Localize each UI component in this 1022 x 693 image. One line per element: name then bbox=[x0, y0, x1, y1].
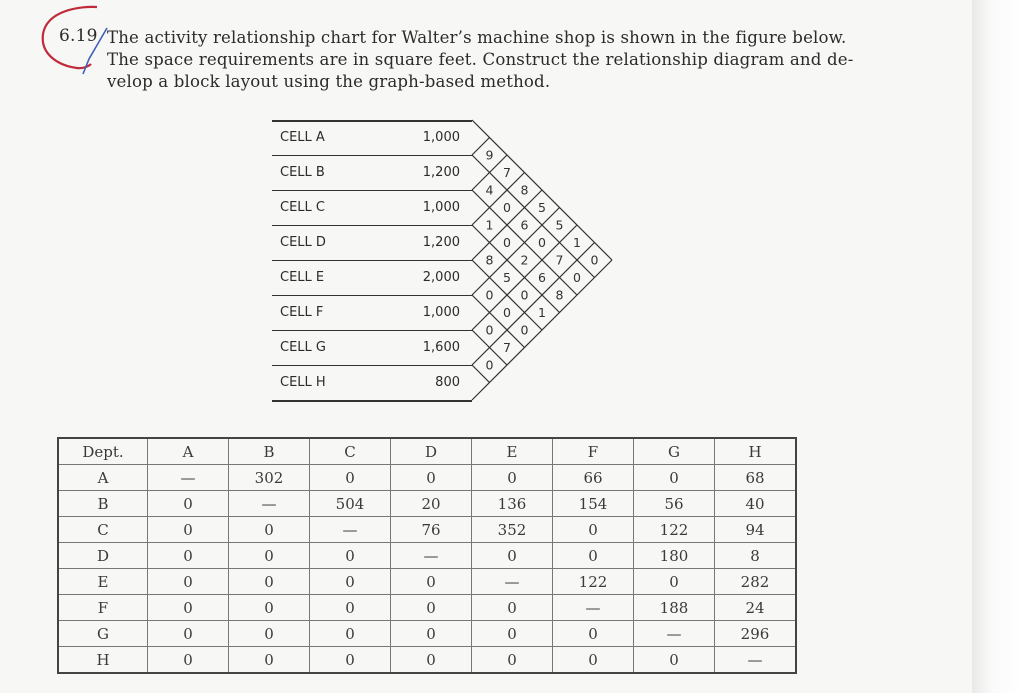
cell-name: CELL A bbox=[280, 130, 325, 145]
table-row bbox=[58, 595, 796, 621]
rating-value: 0 bbox=[538, 235, 546, 250]
column-header: D bbox=[391, 438, 472, 465]
table-cell: 0 bbox=[472, 647, 553, 674]
cell-area: 2,000 bbox=[422, 270, 460, 285]
table-cell: 0 bbox=[148, 569, 229, 595]
table-cell: 0 bbox=[229, 517, 310, 543]
chart-rule bbox=[272, 155, 472, 156]
table-cell: 180 bbox=[634, 543, 715, 569]
chart-rule bbox=[272, 365, 472, 366]
table-cell: 0 bbox=[148, 491, 229, 517]
table-cell: 68 bbox=[715, 465, 797, 491]
rating-value: 0 bbox=[503, 235, 511, 250]
row-header: F bbox=[58, 595, 148, 621]
table-cell: 0 bbox=[391, 647, 472, 674]
table-cell: 24 bbox=[715, 595, 797, 621]
table-cell: 56 bbox=[634, 491, 715, 517]
table-cell: 0 bbox=[634, 465, 715, 491]
rating-value: 0 bbox=[573, 270, 581, 285]
table-cell: — bbox=[148, 465, 229, 491]
table-cell: 282 bbox=[715, 569, 797, 595]
row-header: E bbox=[58, 569, 148, 595]
table-cell: 0 bbox=[472, 465, 553, 491]
table-cell: 0 bbox=[148, 595, 229, 621]
table-cell: 0 bbox=[553, 647, 634, 674]
row-header: G bbox=[58, 621, 148, 647]
cell-name: CELL B bbox=[280, 165, 325, 180]
rating-value: 0 bbox=[590, 252, 599, 268]
table-cell: 0 bbox=[229, 569, 310, 595]
table-cell: — bbox=[391, 543, 472, 569]
cell-area: 1,600 bbox=[422, 340, 460, 355]
table-cell: 0 bbox=[391, 465, 472, 491]
problem-line: The space requirements are in square feet. Construct the relationship diagram and de- bbox=[107, 50, 854, 69]
page-edge bbox=[972, 0, 1022, 693]
rating-value: 0 bbox=[503, 305, 511, 320]
table-cell: 0 bbox=[391, 595, 472, 621]
table-cell: 0 bbox=[310, 647, 391, 674]
table-cell: 94 bbox=[715, 517, 797, 543]
table-cell: 0 bbox=[229, 647, 310, 674]
table-cell: 136 bbox=[472, 491, 553, 517]
chart-rule bbox=[272, 295, 472, 296]
rating-value: 5 bbox=[503, 270, 511, 285]
rating-value: 0 bbox=[520, 322, 529, 338]
row-header: D bbox=[58, 543, 148, 569]
rating-value: 8 bbox=[485, 252, 494, 268]
flow-matrix-table bbox=[57, 437, 797, 674]
table-cell: 0 bbox=[310, 569, 391, 595]
table-cell: 20 bbox=[391, 491, 472, 517]
table-cell: 0 bbox=[391, 621, 472, 647]
rating-value: 6 bbox=[520, 217, 529, 233]
rating-value: 8 bbox=[555, 287, 564, 303]
cell-name: CELL F bbox=[280, 305, 324, 320]
lattice-line bbox=[472, 295, 525, 348]
table-cell: 0 bbox=[472, 595, 553, 621]
table-row bbox=[58, 491, 796, 517]
table-row bbox=[58, 621, 796, 647]
chart-rule bbox=[272, 260, 472, 261]
table-row bbox=[58, 569, 796, 595]
table-cell: 122 bbox=[634, 517, 715, 543]
rating-value: 7 bbox=[503, 340, 511, 355]
rating-value: 0 bbox=[485, 287, 494, 303]
column-header: A bbox=[148, 438, 229, 465]
column-header: G bbox=[634, 438, 715, 465]
chart-rule bbox=[272, 190, 472, 191]
rating-value: 8 bbox=[520, 182, 529, 198]
table-cell: — bbox=[310, 517, 391, 543]
rating-value: 1 bbox=[538, 305, 546, 320]
table-row bbox=[58, 465, 796, 491]
cell-name: CELL D bbox=[280, 235, 326, 250]
column-header: H bbox=[715, 438, 797, 465]
rating-value: 0 bbox=[485, 357, 494, 373]
table-cell: 0 bbox=[472, 621, 553, 647]
rating-value: 5 bbox=[555, 217, 564, 233]
row-header: B bbox=[58, 491, 148, 517]
table-cell: 0 bbox=[148, 647, 229, 674]
cell-area: 1,200 bbox=[422, 165, 460, 180]
table-cell: 0 bbox=[472, 543, 553, 569]
row-header: H bbox=[58, 647, 148, 674]
problem-line: velop a block layout using the graph-based method. bbox=[107, 72, 551, 91]
cell-name: CELL H bbox=[280, 375, 326, 390]
rating-value: 1 bbox=[573, 235, 581, 250]
table-cell: — bbox=[553, 595, 634, 621]
rating-value: 7 bbox=[555, 252, 564, 268]
cell-name: CELL E bbox=[280, 270, 325, 285]
table-cell: 40 bbox=[715, 491, 797, 517]
cell-area: 800 bbox=[435, 375, 460, 390]
table-cell: 0 bbox=[634, 647, 715, 674]
column-header: Dept. bbox=[58, 438, 148, 465]
rating-value: 9 bbox=[485, 147, 494, 163]
lattice-line bbox=[472, 173, 525, 226]
table-cell: 296 bbox=[715, 621, 797, 647]
row-header: C bbox=[58, 517, 148, 543]
table-cell: 66 bbox=[553, 465, 634, 491]
rating-value: 0 bbox=[485, 322, 494, 338]
table-cell: 0 bbox=[148, 543, 229, 569]
column-header: B bbox=[229, 438, 310, 465]
cell-area: 1,200 bbox=[422, 235, 460, 250]
table-cell: — bbox=[472, 569, 553, 595]
table-cell: 302 bbox=[229, 465, 310, 491]
chart-rule bbox=[272, 120, 472, 122]
rating-value: 4 bbox=[485, 182, 494, 198]
table-cell: 0 bbox=[310, 595, 391, 621]
table-cell: 0 bbox=[310, 543, 391, 569]
problem-statement bbox=[107, 27, 854, 93]
table-cell: 0 bbox=[229, 543, 310, 569]
table-cell: 154 bbox=[553, 491, 634, 517]
rating-value: 0 bbox=[503, 200, 511, 215]
table-cell: 0 bbox=[148, 621, 229, 647]
table-cell: 504 bbox=[310, 491, 391, 517]
table-cell: 0 bbox=[553, 621, 634, 647]
table-row bbox=[58, 647, 796, 674]
cell-area: 1,000 bbox=[422, 200, 460, 215]
table-cell: 0 bbox=[310, 465, 391, 491]
table-header-row bbox=[58, 438, 796, 465]
rating-value: 5 bbox=[538, 200, 546, 215]
table-cell: 76 bbox=[391, 517, 472, 543]
table-row bbox=[58, 543, 796, 569]
table-cell: 8 bbox=[715, 543, 797, 569]
cell-name: CELL C bbox=[280, 200, 325, 215]
table-cell: — bbox=[634, 621, 715, 647]
table-cell: 122 bbox=[553, 569, 634, 595]
table-cell: 0 bbox=[148, 517, 229, 543]
cell-name: CELL G bbox=[280, 340, 326, 355]
cell-area: 1,000 bbox=[422, 305, 460, 320]
table-cell: — bbox=[715, 647, 797, 674]
cell-area: 1,000 bbox=[422, 130, 460, 145]
table-cell: 0 bbox=[553, 517, 634, 543]
table-cell: — bbox=[229, 491, 310, 517]
table-cell: 0 bbox=[391, 569, 472, 595]
table-cell: 188 bbox=[634, 595, 715, 621]
table-cell: 0 bbox=[634, 569, 715, 595]
problem-number: 6.19 bbox=[59, 26, 98, 46]
table-cell: 352 bbox=[472, 517, 553, 543]
rating-value: 2 bbox=[520, 252, 529, 268]
table-cell: 0 bbox=[229, 595, 310, 621]
rating-value: 0 bbox=[520, 287, 529, 303]
rating-value: 1 bbox=[485, 217, 494, 233]
table-row bbox=[58, 517, 796, 543]
chart-rule bbox=[272, 225, 472, 226]
chart-rule bbox=[272, 330, 472, 331]
table-cell: 0 bbox=[310, 621, 391, 647]
problem-line: The activity relationship chart for Walter’s machine shop is shown in the figure below. bbox=[107, 28, 847, 47]
column-header: C bbox=[310, 438, 391, 465]
column-header: E bbox=[472, 438, 553, 465]
chart-rule bbox=[272, 400, 472, 402]
table-cell: 0 bbox=[553, 543, 634, 569]
column-header: F bbox=[553, 438, 634, 465]
rating-value: 7 bbox=[503, 165, 511, 180]
rating-value: 6 bbox=[538, 270, 546, 285]
table-cell: 0 bbox=[229, 621, 310, 647]
row-header: A bbox=[58, 465, 148, 491]
